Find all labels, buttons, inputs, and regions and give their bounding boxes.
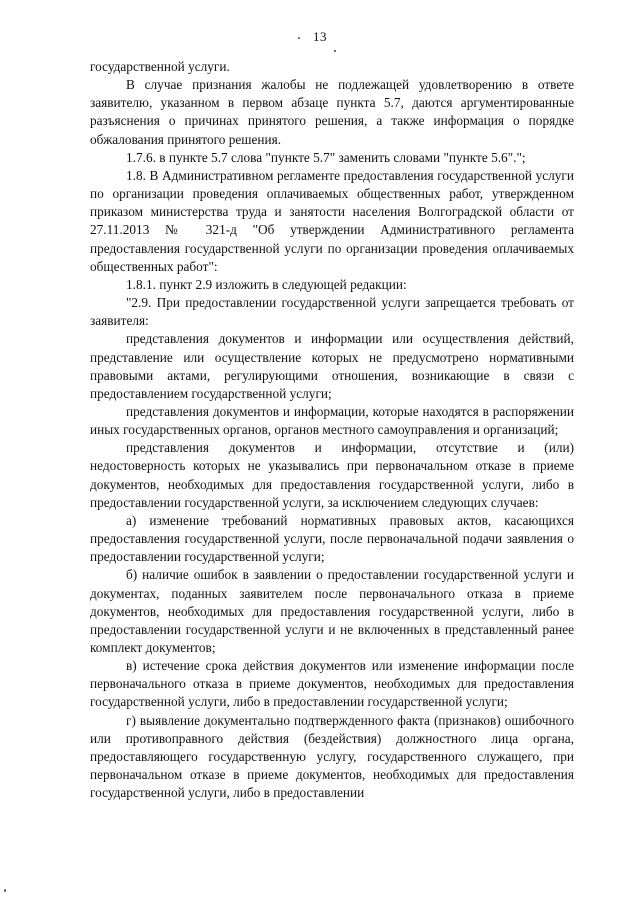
scan-speck [334,50,336,52]
document-body [90,58,574,802]
paragraph: представления документов и информации, отсутствие и (или) недостоверность которых не указывались при первоначальном отказе в приеме документов, необходимых для предоставления государственной услуги, либо в предоставлении государственной услуги, за исключением следующих случаев: [90,440,574,510]
scan-speck [4,889,6,892]
paragraph: а) изменение требований нормативных правовых актов, касающихся предоставления государственной услуги, после первоначальной подачи заявления о предоставлении государственной услуги; [90,512,574,565]
paragraph: "2.9. При предоставлении государственной услуги запрещается требовать от заявителя: [90,295,574,329]
page-number: 13 [313,29,327,44]
paragraph: 1.8. В Административном регламенте предоставления государственной услуги по организации проведения оплачиваемых общественных работ, утвержденном приказом министерства труда и занятости населения Волгоградской области от 27.11.2013 № 321-д "Об утверждении Административного регламента предоставления государственной услуги по организации проведения оплачиваемых общественных работ": [90,167,574,274]
paragraph: В случае признания жалобы не подлежащей удовлетворению в ответе заявителю, указанном в первом абзаце пункта 5.7, даются аргументированные разъяснения о причинах принятого решения, а также информация о порядке обжалования принятого решения. [90,77,574,147]
paragraph: 1.8.1. пункт 2.9 изложить в следующей редакции: [126,276,407,292]
paragraph: представления документов и информации, которые находятся в распоряжении иных государственных органов, органов местного самоуправления и организаций; [90,403,574,438]
paragraph: представления документов и информации или осуществления действий, представление или осуществление которых не предусмотрено нормативными правовыми актами, регулирующими отношения, возникающие в связи с предоставлением государственной услуги; [90,331,574,401]
paragraph: 1.7.6. в пункте 5.7 слова "пункте 5.7" заменить словами "пункте 5.6"."; [126,149,526,165]
paragraph: государственной услуги. [90,59,230,74]
paragraph: г) выявление документально подтвержденного факта (признаков) ошибочного или противоправного действия (бездействия) должностного лица органа, предоставляющего государственную услугу, государственного служащего, при первоначальном отказе в приеме документов, необходимых для предоставления государственной услуги, либо в предоставлении [90,712,574,801]
paragraph: б) наличие ошибок в заявлении о предоставлении государственной услуги и документах, поданных заявителем после первоначального отказа в приеме документов, необходимых для предоставления государственной услуги, либо в предоставлении государственной услуги и не включенных в представленный ранее комплект документов; [90,567,574,655]
scan-speck [298,37,300,39]
paragraph: в) истечение срока действия документов или изменение информации после первоначального отказа в приеме документов, необходимых для предоставления государственной услуги, либо в предоставлении государственной услуги; [90,658,574,710]
